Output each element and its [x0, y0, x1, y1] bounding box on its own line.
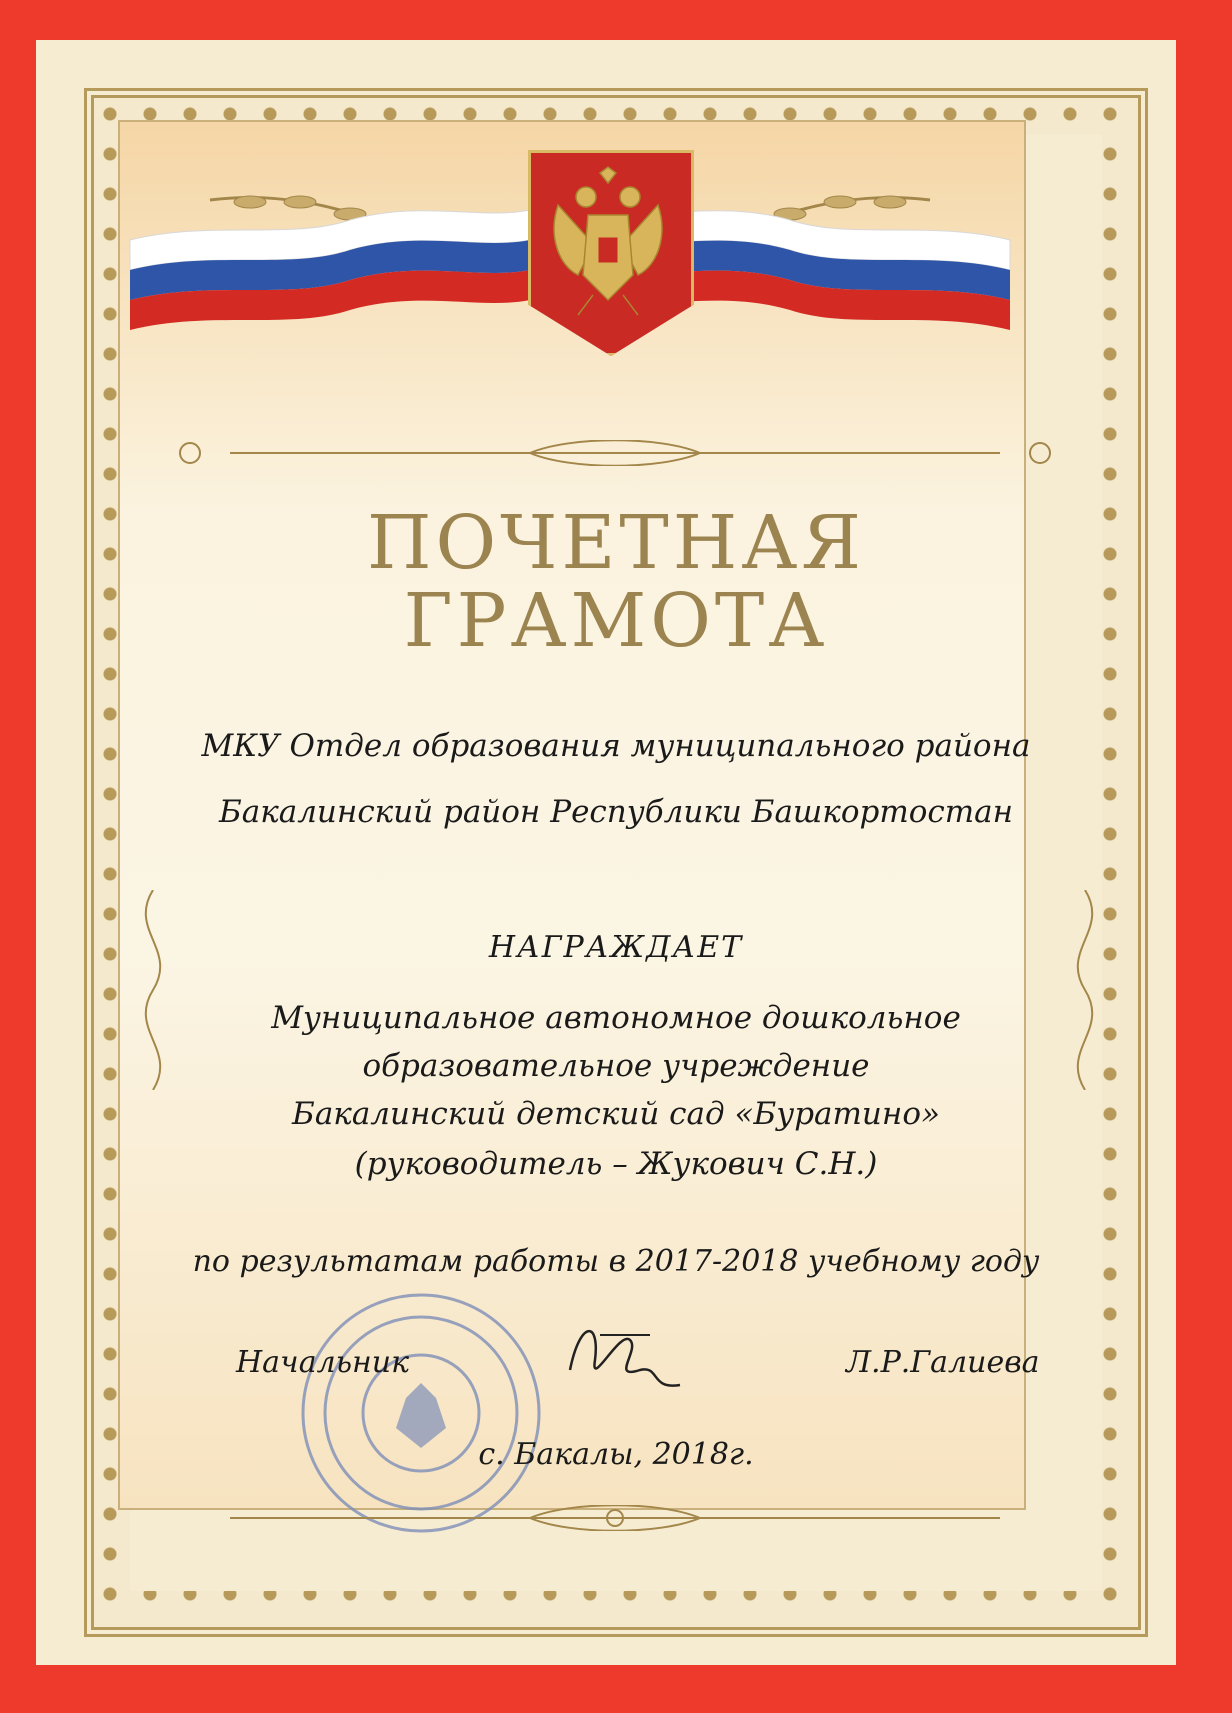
title-line-1: ПОЧЕТНАЯ	[366, 500, 866, 586]
awards-heading: НАГРАЖДАЕТ	[488, 930, 744, 965]
recipient-line-4: (руководитель – Жукович С.Н.)	[354, 1146, 878, 1182]
ornamental-divider-bottom	[150, 1505, 1080, 1531]
ornamental-divider-top	[150, 440, 1080, 466]
issuer-line-1: МКУ Отдел образования муниципального района	[201, 728, 1031, 764]
title-line-2: ГРАМОТА	[403, 578, 829, 664]
double-headed-eagle-icon	[538, 165, 678, 325]
recipient-line-2: образовательное учреждение	[362, 1048, 870, 1084]
signatory-name: Л.Р.Галиева	[846, 1345, 1040, 1380]
award-reason: по результатам работы в 2017-2018 учебному году	[192, 1244, 1040, 1279]
round-seal-icon	[296, 1288, 546, 1538]
recipient-line-3: Бакалинский детский сад «Буратино»	[292, 1096, 940, 1132]
issuer-line-2: Бакалинский район Республики Башкортостан	[218, 794, 1014, 830]
signatory-role: Начальник	[236, 1345, 410, 1380]
handwritten-signature	[560, 1310, 690, 1400]
recipient-line-1: Муниципальное автономное дошкольное	[271, 1000, 961, 1036]
place-and-date: с. Бакалы, 2018г.	[478, 1437, 754, 1472]
